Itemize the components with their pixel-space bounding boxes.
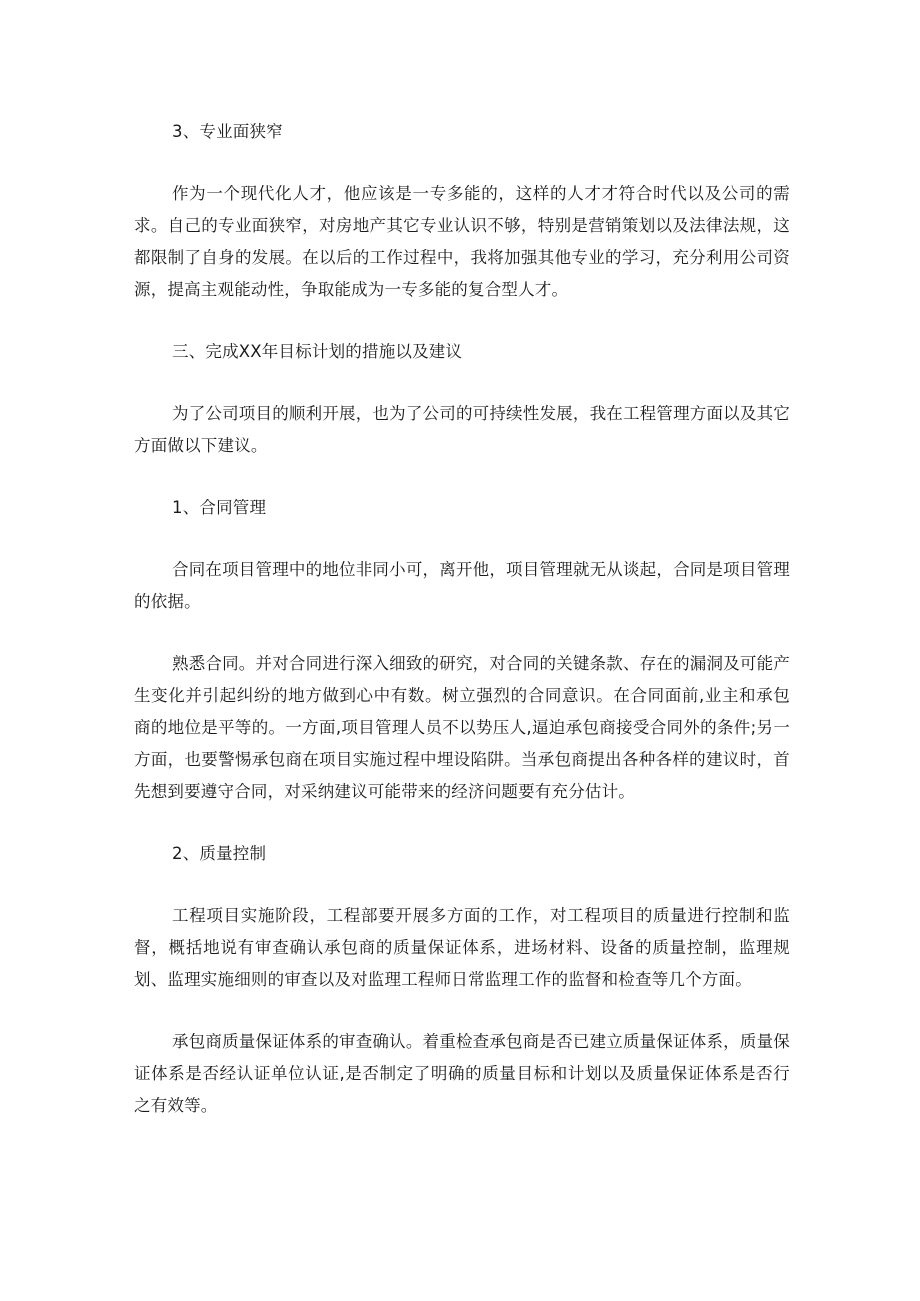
paragraph-suggestions-intro: 为了公司项目的顺利开展，也为了公司的可持续性发展，我在工程管理方面以及其它方面做以下建议。 — [134, 404, 790, 455]
section-heading-quality-control: 2、质量控制 — [172, 844, 267, 863]
section-heading-narrow-specialty: 3、专业面狭窄 — [172, 122, 283, 141]
paragraph-contract-importance: 合同在项目管理中的地位非同小可，离开他，项目管理就无从谈起，合同是项目管理的依据。 — [134, 560, 790, 611]
paragraph-familiar-with-contract: 熟悉合同。并对合同进行深入细致的研究，对合同的关键条款、存在的漏洞及可能产生变化并引起纠纷的地方做到心中有数。树立强烈的合同意识。在合同面前,业主和承包商的地位是平等的。一方面,项目管理人员不以势压人,逼迫承包商接受合同外的条件;另一方面，也要警惕承包商在项目实施过程中埋设陷阱。当承包商提出各种各样的建议时，首先想到要遵守合同，对采纳建议可能带来的经济问题要有充分估计。 — [134, 654, 790, 801]
paragraph-quality-work: 工程项目实施阶段，工程部要开展多方面的工作，对工程项目的质量进行控制和监督，概括地说有审查确认承包商的质量保证体系，进场材料、设备的质量控制，监理规划、监理实施细则的审查以及对监理工程师日常监理工作的监督和检查等几个方面。 — [134, 906, 790, 989]
section-heading-contract-management: 1、合同管理 — [172, 498, 267, 517]
paragraph-modern-talent: 作为一个现代化人才，他应该是一专多能的，这样的人才才符合时代以及公司的需求。自己的专业面狭窄，对房地产其它专业认识不够，特别是营销策划以及法律法规，这都限制了自身的发展。在以后的工作过程中，我将加强其他专业的学习，充分利用公司资源，提高主观能动性，争取能成为一专多能的复合型人才。 — [134, 184, 790, 299]
paragraph-quality-system-review: 承包商质量保证体系的审查确认。着重检查承包商是否已建立质量保证体系，质量保证体系是否经认证单位认证,是否制定了明确的质量目标和计划以及质量保证体系是否行之有效等。 — [134, 1032, 790, 1115]
section-heading-targets-measures: 三、完成XX年目标计划的措施以及建议 — [172, 342, 463, 361]
